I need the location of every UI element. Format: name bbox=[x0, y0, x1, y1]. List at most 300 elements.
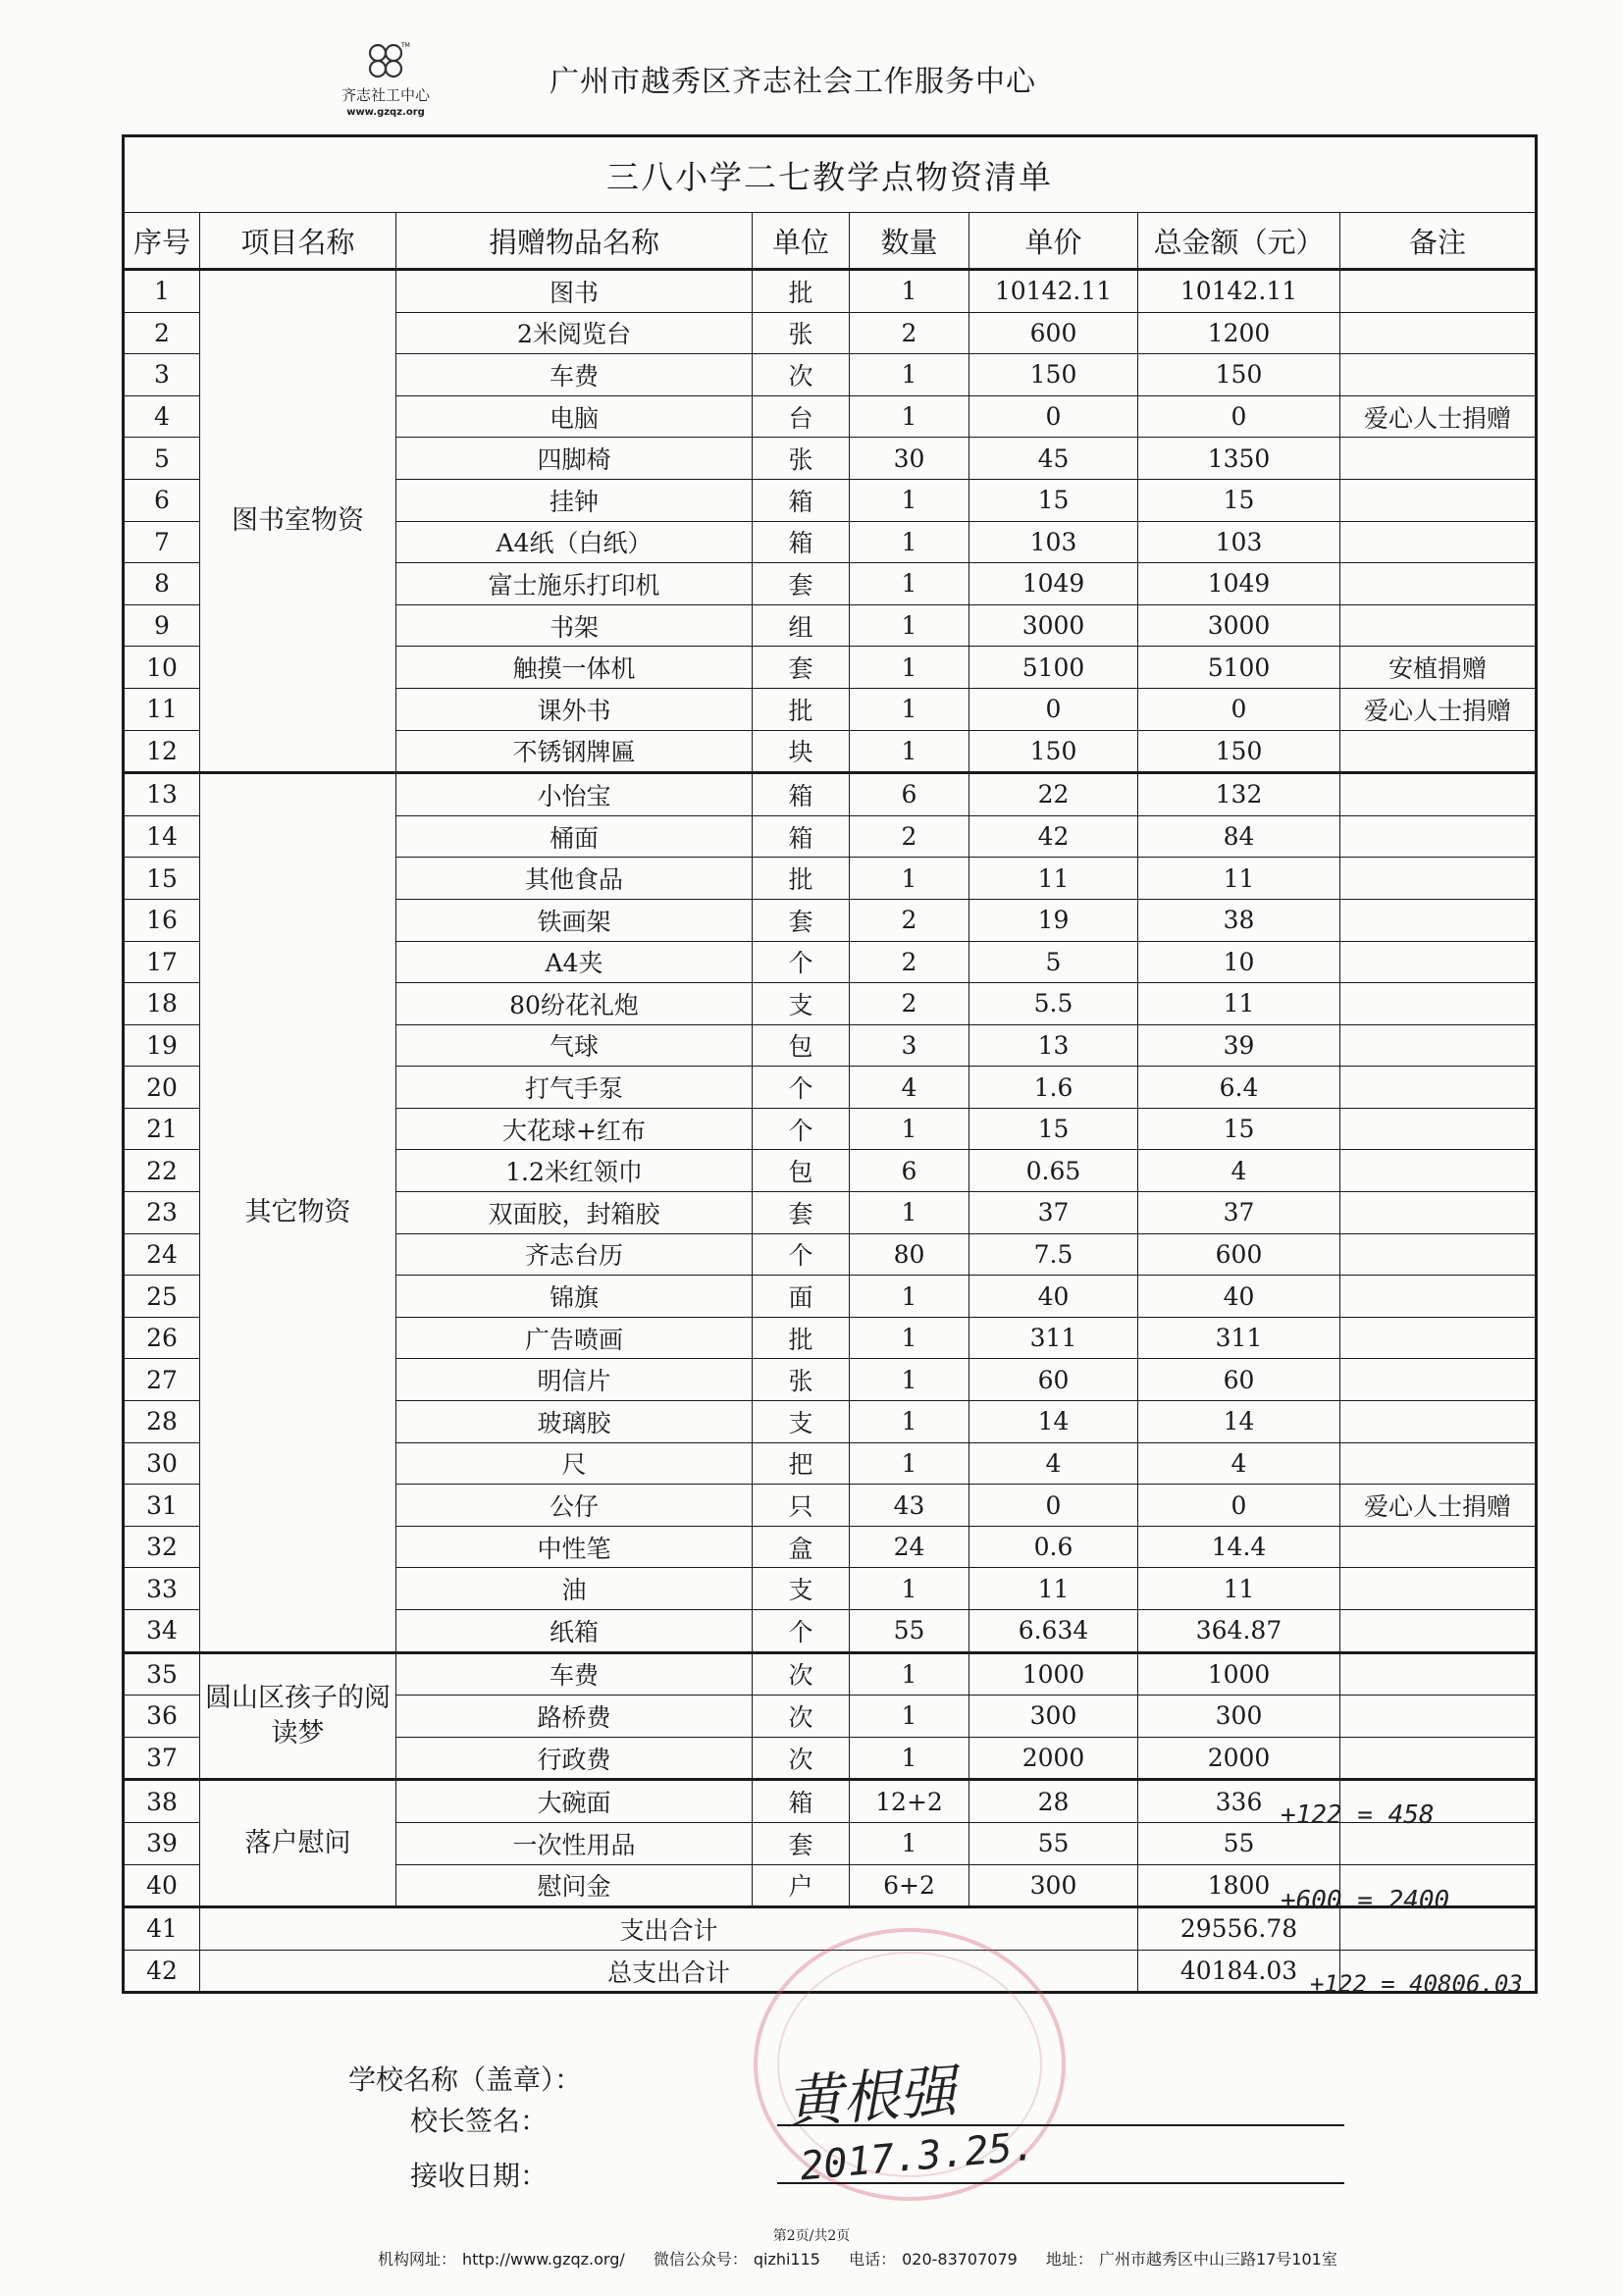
item-unit: 箱 bbox=[753, 521, 850, 563]
item-total: 40 bbox=[1138, 1276, 1340, 1318]
item-quantity: 1 bbox=[850, 354, 969, 396]
item-name: 明信片 bbox=[396, 1359, 753, 1401]
item-total: 4 bbox=[1138, 1442, 1340, 1485]
row-number: 9 bbox=[124, 604, 200, 647]
item-unit: 组 bbox=[753, 604, 850, 647]
item-quantity: 2 bbox=[850, 941, 969, 983]
item-quantity: 1 bbox=[850, 1696, 969, 1738]
item-total: 103 bbox=[1138, 521, 1340, 563]
item-total: 1200 bbox=[1138, 312, 1340, 354]
item-total: 1000 bbox=[1138, 1652, 1340, 1696]
item-unit: 面 bbox=[753, 1276, 850, 1318]
item-unit-price: 14 bbox=[969, 1401, 1138, 1443]
row-number: 7 bbox=[124, 521, 200, 563]
item-unit-price: 0 bbox=[969, 395, 1138, 438]
item-unit: 包 bbox=[753, 1024, 850, 1067]
item-note bbox=[1340, 941, 1537, 983]
item-total: 11 bbox=[1138, 1568, 1340, 1610]
item-name: 油 bbox=[396, 1568, 753, 1610]
item-unit-price: 10142.11 bbox=[969, 270, 1138, 313]
item-name: 小怡宝 bbox=[396, 773, 753, 816]
item-unit-price: 300 bbox=[969, 1864, 1138, 1907]
item-unit-price: 5.5 bbox=[969, 983, 1138, 1025]
item-note bbox=[1340, 1108, 1537, 1150]
item-quantity: 1 bbox=[850, 647, 969, 689]
row-number: 5 bbox=[124, 438, 200, 480]
item-total: 10142.11 bbox=[1138, 270, 1340, 313]
item-quantity: 1 bbox=[850, 1317, 969, 1359]
item-name: 电脑 bbox=[396, 395, 753, 438]
logo-icon bbox=[364, 41, 410, 80]
table-row bbox=[124, 270, 1537, 313]
item-name: 大花球+红布 bbox=[396, 1108, 753, 1150]
item-name: 2米阅览台 bbox=[396, 312, 753, 354]
item-quantity: 6 bbox=[850, 773, 969, 816]
item-unit-price: 37 bbox=[969, 1192, 1138, 1234]
row-number: 30 bbox=[124, 1442, 200, 1485]
item-quantity: 1 bbox=[850, 858, 969, 900]
item-unit-price: 5100 bbox=[969, 647, 1138, 689]
item-unit: 支 bbox=[753, 1401, 850, 1443]
item-quantity: 1 bbox=[850, 521, 969, 563]
item-note bbox=[1340, 1610, 1537, 1653]
item-unit: 个 bbox=[753, 1233, 850, 1276]
item-quantity: 24 bbox=[850, 1526, 969, 1568]
item-unit-price: 5 bbox=[969, 941, 1138, 983]
row-number: 24 bbox=[124, 1233, 200, 1276]
row-number: 39 bbox=[124, 1822, 200, 1864]
item-quantity: 1 bbox=[850, 1737, 969, 1780]
item-name: 锦旗 bbox=[396, 1276, 753, 1318]
footer-wechat-label: 微信公众号： bbox=[653, 2250, 748, 2269]
table-title-row bbox=[124, 136, 1537, 213]
row-number: 18 bbox=[124, 983, 200, 1025]
row-number: 40 bbox=[124, 1864, 200, 1907]
row-number: 41 bbox=[124, 1907, 200, 1951]
item-name: 1.2米红领巾 bbox=[396, 1150, 753, 1192]
row-number: 38 bbox=[124, 1780, 200, 1823]
row-number: 14 bbox=[124, 815, 200, 858]
column-header-project: 项目名称 bbox=[200, 213, 396, 270]
item-quantity: 2 bbox=[850, 983, 969, 1025]
item-note bbox=[1340, 1568, 1537, 1610]
footer-website-label: 机构网址： bbox=[378, 2250, 457, 2269]
item-note: 爱心人士捐赠 bbox=[1340, 1485, 1537, 1527]
item-unit: 户 bbox=[753, 1864, 850, 1907]
item-quantity: 4 bbox=[850, 1067, 969, 1109]
item-name: 富士施乐打印机 bbox=[396, 563, 753, 605]
footer-contact bbox=[378, 2247, 1361, 2270]
item-note bbox=[1340, 479, 1537, 521]
row-number: 32 bbox=[124, 1526, 200, 1568]
item-quantity: 1 bbox=[850, 563, 969, 605]
footer-wechat: qizhi115 bbox=[753, 2250, 820, 2269]
item-name: A4纸（白纸） bbox=[396, 521, 753, 563]
item-name: 触摸一体机 bbox=[396, 647, 753, 689]
item-unit-price: 42 bbox=[969, 815, 1138, 858]
item-name: 铁画架 bbox=[396, 899, 753, 941]
row-number: 22 bbox=[124, 1150, 200, 1192]
item-unit: 箱 bbox=[753, 479, 850, 521]
item-note bbox=[1340, 1067, 1537, 1109]
row-number: 21 bbox=[124, 1108, 200, 1150]
item-quantity: 6+2 bbox=[850, 1864, 969, 1907]
footer-address-label: 地址： bbox=[1045, 2250, 1093, 2269]
item-unit-price: 1049 bbox=[969, 563, 1138, 605]
item-name: 慰问金 bbox=[396, 1864, 753, 1907]
item-quantity: 1 bbox=[850, 1822, 969, 1864]
item-name: 打气手泵 bbox=[396, 1067, 753, 1109]
item-quantity: 1 bbox=[850, 1568, 969, 1610]
item-quantity: 1 bbox=[850, 1359, 969, 1401]
item-total: 6.4 bbox=[1138, 1067, 1340, 1109]
row-number: 10 bbox=[124, 647, 200, 689]
row-number: 8 bbox=[124, 563, 200, 605]
handwritten-row38-addition: +122 = 458 bbox=[1281, 1800, 1435, 1830]
item-note bbox=[1340, 1233, 1537, 1276]
item-total: 0 bbox=[1138, 1485, 1340, 1527]
item-note bbox=[1340, 604, 1537, 647]
row-number: 23 bbox=[124, 1192, 200, 1234]
item-unit: 张 bbox=[753, 1359, 850, 1401]
item-name: 不锈钢牌匾 bbox=[396, 730, 753, 773]
item-name: 中性笔 bbox=[396, 1526, 753, 1568]
item-name: 行政费 bbox=[396, 1737, 753, 1780]
item-name: 车费 bbox=[396, 1652, 753, 1696]
item-total: 39 bbox=[1138, 1024, 1340, 1067]
item-name: 广告喷画 bbox=[396, 1317, 753, 1359]
item-unit-price: 600 bbox=[969, 312, 1138, 354]
item-quantity: 80 bbox=[850, 1233, 969, 1276]
item-unit-price: 22 bbox=[969, 773, 1138, 816]
item-unit-price: 15 bbox=[969, 1108, 1138, 1150]
item-total: 1800 bbox=[1138, 1864, 1340, 1907]
item-total: 132 bbox=[1138, 773, 1340, 816]
item-unit-price: 28 bbox=[969, 1780, 1138, 1823]
item-unit: 个 bbox=[753, 1610, 850, 1653]
item-unit: 次 bbox=[753, 1696, 850, 1738]
item-unit-price: 6.634 bbox=[969, 1610, 1138, 1653]
item-note bbox=[1340, 1737, 1537, 1780]
item-unit: 次 bbox=[753, 1652, 850, 1696]
principal-signature: 黄根强 bbox=[783, 2058, 959, 2136]
table-body bbox=[124, 136, 1537, 1993]
item-unit-price: 1.6 bbox=[969, 1067, 1138, 1109]
item-unit: 个 bbox=[753, 1067, 850, 1109]
item-name: 车费 bbox=[396, 354, 753, 396]
grand-total-label: 总支出合计 bbox=[200, 1950, 1138, 1993]
item-unit-price: 55 bbox=[969, 1822, 1138, 1864]
item-note bbox=[1340, 1317, 1537, 1359]
item-quantity: 3 bbox=[850, 1024, 969, 1067]
item-note bbox=[1340, 1442, 1537, 1485]
page-number: 第2页/共2页 bbox=[772, 2228, 851, 2244]
item-unit: 套 bbox=[753, 899, 850, 941]
item-unit-price: 0 bbox=[969, 688, 1138, 730]
row-number: 12 bbox=[124, 730, 200, 773]
item-note bbox=[1340, 1276, 1537, 1318]
item-total: 55 bbox=[1138, 1822, 1340, 1864]
item-name: 四脚椅 bbox=[396, 438, 753, 480]
item-note bbox=[1340, 858, 1537, 900]
item-unit: 支 bbox=[753, 1568, 850, 1610]
item-unit: 批 bbox=[753, 858, 850, 900]
item-total: 1350 bbox=[1138, 438, 1340, 480]
organization-name: 广州市越秀区齐志社会工作服务中心 bbox=[550, 65, 1036, 99]
item-note bbox=[1340, 1359, 1537, 1401]
item-note: 爱心人士捐赠 bbox=[1340, 395, 1537, 438]
project-category: 落户慰问 bbox=[200, 1780, 396, 1907]
item-total: 600 bbox=[1138, 1233, 1340, 1276]
item-unit: 包 bbox=[753, 1150, 850, 1192]
item-unit: 盒 bbox=[753, 1526, 850, 1568]
column-header-total: 总金额（元） bbox=[1138, 213, 1340, 270]
item-unit-price: 0.6 bbox=[969, 1526, 1138, 1568]
footer-website: http://www.gzqz.org/ bbox=[462, 2250, 625, 2269]
item-unit: 套 bbox=[753, 1192, 850, 1234]
item-total: 0 bbox=[1138, 395, 1340, 438]
item-unit: 批 bbox=[753, 270, 850, 313]
item-unit-price: 40 bbox=[969, 1276, 1138, 1318]
grand-total-value: 40184.03 bbox=[1138, 1950, 1340, 1993]
row-number: 35 bbox=[124, 1652, 200, 1696]
item-unit: 张 bbox=[753, 438, 850, 480]
row-number: 13 bbox=[124, 773, 200, 816]
item-unit: 套 bbox=[753, 1822, 850, 1864]
item-unit-price: 150 bbox=[969, 354, 1138, 396]
item-unit: 个 bbox=[753, 941, 850, 983]
item-note bbox=[1340, 730, 1537, 773]
item-note bbox=[1340, 983, 1537, 1025]
row-number: 42 bbox=[124, 1950, 200, 1993]
item-note bbox=[1340, 521, 1537, 563]
row-number: 15 bbox=[124, 858, 200, 900]
inventory-table bbox=[122, 134, 1538, 1994]
item-note bbox=[1340, 354, 1537, 396]
item-quantity: 43 bbox=[850, 1485, 969, 1527]
item-unit: 箱 bbox=[753, 773, 850, 816]
receive-date-label: 接收日期： bbox=[410, 2160, 549, 2192]
item-unit-price: 19 bbox=[969, 899, 1138, 941]
item-total: 1049 bbox=[1138, 563, 1340, 605]
org-logo bbox=[312, 41, 459, 118]
item-name: 公仔 bbox=[396, 1485, 753, 1527]
handwritten-row40-addition: +600 = 2400 bbox=[1281, 1886, 1450, 1915]
row-number: 3 bbox=[124, 354, 200, 396]
footer-phone-label: 电话： bbox=[849, 2250, 897, 2269]
table-title: 三八小学二七教学点物资清单 bbox=[124, 136, 1537, 213]
item-note: 安植捐赠 bbox=[1340, 647, 1537, 689]
item-unit: 台 bbox=[753, 395, 850, 438]
item-total: 11 bbox=[1138, 858, 1340, 900]
item-name: 齐志台历 bbox=[396, 1233, 753, 1276]
item-name: 双面胶，封箱胶 bbox=[396, 1192, 753, 1234]
item-unit-price: 103 bbox=[969, 521, 1138, 563]
item-name: 尺 bbox=[396, 1442, 753, 1485]
item-unit-price: 13 bbox=[969, 1024, 1138, 1067]
item-unit-price: 3000 bbox=[969, 604, 1138, 647]
table-row bbox=[124, 1652, 1537, 1696]
row-number: 4 bbox=[124, 395, 200, 438]
item-total: 11 bbox=[1138, 983, 1340, 1025]
item-note bbox=[1340, 815, 1537, 858]
handwritten-grand-addition: +122 = 40806.03 bbox=[1310, 1970, 1523, 1998]
footer-address: 广州市越秀区中山三路17号101室 bbox=[1098, 2250, 1337, 2269]
school-name-label: 学校名称（盖章）： bbox=[348, 2063, 583, 2096]
item-unit-price: 150 bbox=[969, 730, 1138, 773]
item-quantity: 30 bbox=[850, 438, 969, 480]
item-note bbox=[1340, 1652, 1537, 1696]
item-total: 84 bbox=[1138, 815, 1340, 858]
item-unit-price: 11 bbox=[969, 1568, 1138, 1610]
item-name: 80纷花礼炮 bbox=[396, 983, 753, 1025]
item-quantity: 2 bbox=[850, 899, 969, 941]
item-name: 路桥费 bbox=[396, 1696, 753, 1738]
column-header-qty: 数量 bbox=[850, 213, 969, 270]
item-name: 大碗面 bbox=[396, 1780, 753, 1823]
item-unit: 只 bbox=[753, 1485, 850, 1527]
item-quantity: 1 bbox=[850, 688, 969, 730]
item-unit: 支 bbox=[753, 983, 850, 1025]
row-number: 20 bbox=[124, 1067, 200, 1109]
item-quantity: 1 bbox=[850, 1442, 969, 1485]
item-quantity: 55 bbox=[850, 1610, 969, 1653]
column-header-item: 捐赠物品名称 bbox=[396, 213, 753, 270]
item-total: 150 bbox=[1138, 354, 1340, 396]
item-quantity: 1 bbox=[850, 1108, 969, 1150]
row-number: 16 bbox=[124, 899, 200, 941]
item-note bbox=[1340, 1024, 1537, 1067]
item-unit-price: 7.5 bbox=[969, 1233, 1138, 1276]
item-total: 37 bbox=[1138, 1192, 1340, 1234]
item-name: 书架 bbox=[396, 604, 753, 647]
item-quantity: 1 bbox=[850, 479, 969, 521]
item-name: 图书 bbox=[396, 270, 753, 313]
item-note bbox=[1340, 1150, 1537, 1192]
item-quantity: 1 bbox=[850, 1276, 969, 1318]
project-category: 其它物资 bbox=[200, 773, 396, 1652]
item-note bbox=[1340, 270, 1537, 313]
item-note bbox=[1340, 773, 1537, 816]
item-total: 0 bbox=[1138, 688, 1340, 730]
item-unit-price: 2000 bbox=[969, 1737, 1138, 1780]
item-quantity: 1 bbox=[850, 730, 969, 773]
item-unit: 个 bbox=[753, 1108, 850, 1150]
item-quantity: 2 bbox=[850, 312, 969, 354]
logo-url: www.gzqz.org bbox=[346, 107, 425, 118]
item-unit: 块 bbox=[753, 730, 850, 773]
row-number: 25 bbox=[124, 1276, 200, 1318]
item-name: 玻璃胶 bbox=[396, 1401, 753, 1443]
item-name: 纸箱 bbox=[396, 1610, 753, 1653]
item-total: 4 bbox=[1138, 1150, 1340, 1192]
item-note bbox=[1340, 312, 1537, 354]
item-name: 一次性用品 bbox=[396, 1822, 753, 1864]
project-category: 圆山区孩子的阅读梦 bbox=[200, 1652, 396, 1780]
subtotal-value: 29556.78 bbox=[1138, 1907, 1340, 1951]
item-unit-price: 311 bbox=[969, 1317, 1138, 1359]
row-number: 11 bbox=[124, 688, 200, 730]
table-header-row bbox=[124, 213, 1537, 270]
item-note bbox=[1340, 438, 1537, 480]
item-note bbox=[1340, 1696, 1537, 1738]
item-total: 15 bbox=[1138, 1108, 1340, 1150]
item-unit: 把 bbox=[753, 1442, 850, 1485]
item-total: 150 bbox=[1138, 730, 1340, 773]
item-unit-price: 60 bbox=[969, 1359, 1138, 1401]
item-total: 5100 bbox=[1138, 647, 1340, 689]
item-total: 2000 bbox=[1138, 1737, 1340, 1780]
column-header-price: 单价 bbox=[969, 213, 1138, 270]
item-unit: 次 bbox=[753, 354, 850, 396]
item-note bbox=[1340, 899, 1537, 941]
row-number: 36 bbox=[124, 1696, 200, 1738]
item-name: 挂钟 bbox=[396, 479, 753, 521]
item-unit-price: 300 bbox=[969, 1696, 1138, 1738]
item-unit-price: 45 bbox=[969, 438, 1138, 480]
item-unit-price: 0.65 bbox=[969, 1150, 1138, 1192]
item-total: 300 bbox=[1138, 1696, 1340, 1738]
footer-phone: 020-83707079 bbox=[902, 2250, 1018, 2269]
item-total: 311 bbox=[1138, 1317, 1340, 1359]
item-total: 336 bbox=[1138, 1780, 1340, 1823]
item-quantity: 12+2 bbox=[850, 1780, 969, 1823]
row-number: 31 bbox=[124, 1485, 200, 1527]
item-name: 课外书 bbox=[396, 688, 753, 730]
principal-signature-label: 校长签名： bbox=[410, 2105, 549, 2137]
item-note bbox=[1340, 563, 1537, 605]
item-note bbox=[1340, 1401, 1537, 1443]
item-quantity: 1 bbox=[850, 270, 969, 313]
item-quantity: 6 bbox=[850, 1150, 969, 1192]
row-number: 2 bbox=[124, 312, 200, 354]
item-quantity: 1 bbox=[850, 1652, 969, 1696]
row-number: 34 bbox=[124, 1610, 200, 1653]
item-total: 15 bbox=[1138, 479, 1340, 521]
row-number: 19 bbox=[124, 1024, 200, 1067]
column-header-note: 备注 bbox=[1340, 213, 1537, 270]
row-number: 28 bbox=[124, 1401, 200, 1443]
item-unit: 张 bbox=[753, 312, 850, 354]
item-unit: 批 bbox=[753, 688, 850, 730]
item-unit-price: 1000 bbox=[969, 1652, 1138, 1696]
item-name: 桶面 bbox=[396, 815, 753, 858]
item-unit-price: 15 bbox=[969, 479, 1138, 521]
item-note bbox=[1340, 1526, 1537, 1568]
row-number: 37 bbox=[124, 1737, 200, 1780]
row-number: 27 bbox=[124, 1359, 200, 1401]
project-category: 图书室物资 bbox=[200, 270, 396, 773]
item-total: 38 bbox=[1138, 899, 1340, 941]
item-unit-price: 4 bbox=[969, 1442, 1138, 1485]
row-number: 6 bbox=[124, 479, 200, 521]
row-number: 33 bbox=[124, 1568, 200, 1610]
item-total: 14.4 bbox=[1138, 1526, 1340, 1568]
item-quantity: 2 bbox=[850, 815, 969, 858]
item-note: 爱心人士捐赠 bbox=[1340, 688, 1537, 730]
item-unit-price: 11 bbox=[969, 858, 1138, 900]
item-unit: 箱 bbox=[753, 815, 850, 858]
column-header-unit: 单位 bbox=[753, 213, 850, 270]
receive-date-value: 2017.3.25. bbox=[798, 2123, 1038, 2190]
item-total: 3000 bbox=[1138, 604, 1340, 647]
logo-name: 齐志社工中心 bbox=[340, 86, 430, 104]
item-name: 气球 bbox=[396, 1024, 753, 1067]
item-note bbox=[1340, 1192, 1537, 1234]
item-total: 60 bbox=[1138, 1359, 1340, 1401]
column-header-no: 序号 bbox=[124, 213, 200, 270]
item-total: 14 bbox=[1138, 1401, 1340, 1443]
